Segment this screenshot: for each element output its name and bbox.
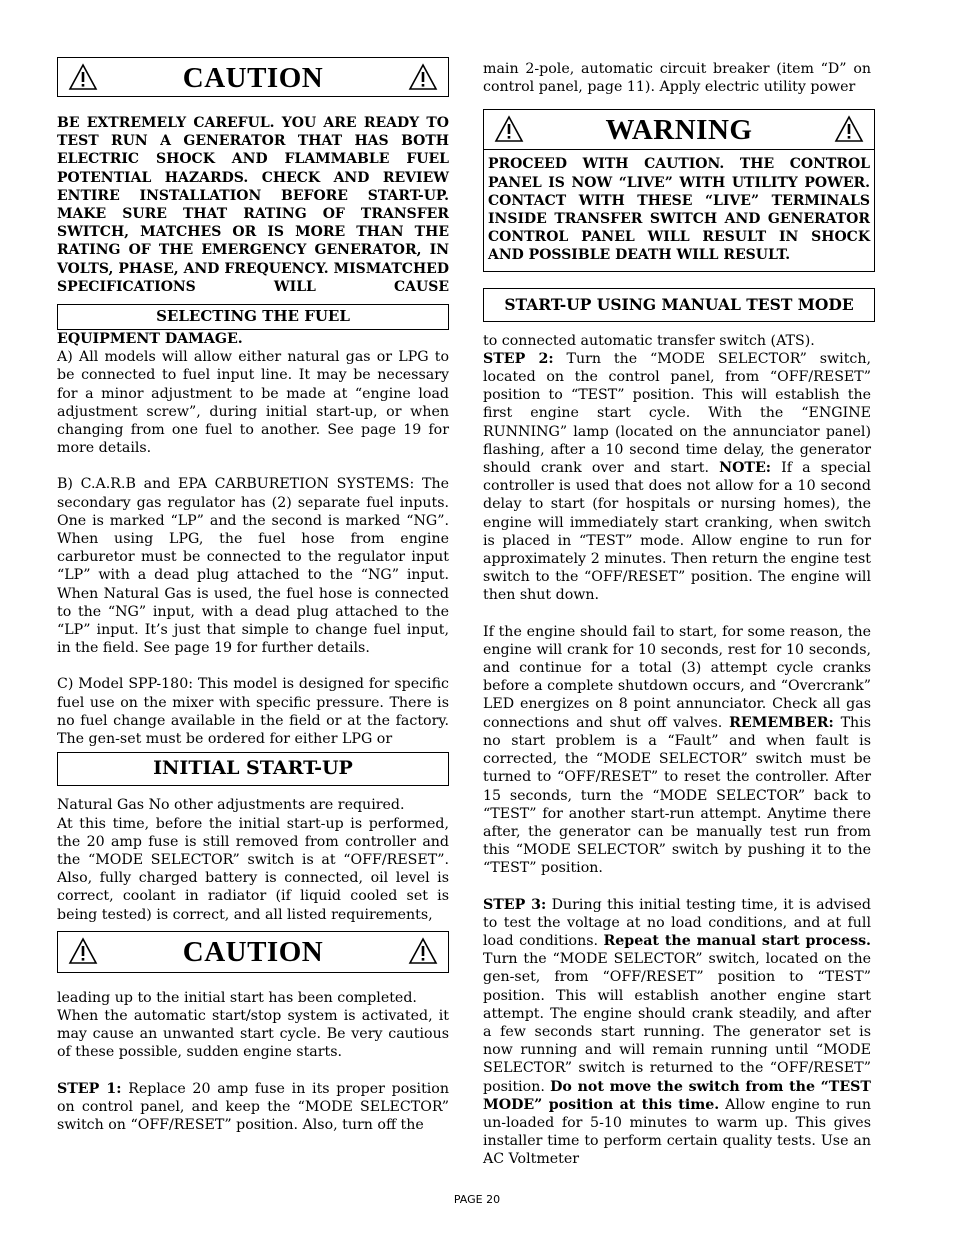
step3-label: STEP 3: [483, 896, 547, 913]
caution-title: CAUTION [182, 935, 324, 968]
donot-bold: Do not move the switch from the “TEST MODE” position at this time. [483, 1078, 871, 1113]
paragraph-step1 [57, 1080, 449, 1135]
page-number: PAGE 20 [453, 1193, 501, 1206]
caution-box-1 [57, 57, 449, 97]
step2-text-b: If a special controller is used that does not allow for a 10 second delay to start (for hospitals or nursing homes), the engine will immediately start cranking, when switch is placed in “TEST” mode. Allow engine to run for approximately 2 minutes. Then return the engine test switch to the “OFF/RESET” position. The engine will then shut down. [483, 460, 871, 604]
repeat-bold: Repeat the manual start process. [603, 932, 871, 949]
caution-body: BE EXTREMELY CAREFUL. YOU ARE READY TO TEST RUN A GENERATOR THAT HAS BOTH ELECTRIC SHOCK AND FLAMMABLE FUEL POTENTIAL HAZARDS. CHECK AND REVIEW ENTIRE INSTALLATION BEFORE START-UP. MAKE SURE THAT RATING OF TRANSFER SWITCH, MATCHES OR IS MORE THAN THE RATING OF THE EMERGENCY GENERATOR, IN VOLTS, PHASE, AND FREQUENCY. MISMATCHED SPECIFICATIONS WILL CAUSE [57, 115, 449, 295]
warning-header [484, 110, 874, 150]
warning-box [483, 109, 875, 271]
warning-triangle-icon [834, 115, 864, 143]
step2-text-a: Turn the “MODE SELECTOR” switch, located on the control panel, from “OFF/RESET” position to “TEST” position. This will establish the first engine start cycle. With the “ENGINE RUNNING” lamp (located on the annunciator panel) flashing, after a 10 second time delay, the generator should crank over and start. [483, 350, 871, 477]
step3-text-c: Allow engine to run un-loaded for 5-10 minutes to warm up. This gives installer time to perform certain quality tests. Use an AC Voltmeter [483, 1096, 871, 1168]
step2-label: STEP 2: [483, 350, 554, 367]
step3-text-b: Turn the “MODE SELECTOR” switch, located on the gen-set, from “OFF/RESET” position to “TEST” position. This will establish another engine start attempt. The engine should crank steadily, and after a few seconds start running. The generator set is now running and will remain running until “MODE SELECTOR” switch is returned to the “OFF/RESET” position. [483, 951, 871, 1095]
section-heading-initial-startup: INITIAL START-UP [57, 752, 449, 786]
paragraph-leading: leading up to the initial start has been completed. [57, 989, 417, 1006]
paragraph-step3 [483, 896, 871, 1169]
caution-title: CAUTION [182, 62, 324, 94]
step1-text: Replace 20 amp fuse in its proper position on control panel, and keep the “MODE SELECTOR” switch on “OFF/RESET” position. Also, turn off the [57, 1080, 449, 1133]
paragraph-step2 [483, 350, 871, 605]
note-label: NOTE: [719, 460, 772, 477]
paragraph-b: B) C.A.R.B and EPA CARBURETION SYSTEMS: The secondary gas regulator has (2) separate fuel inputs. One is marked “LP” and the second is marked “NG”. When using LPG, the fuel hose from engine carburetor must be connected to the regulator input “LP” with a dead plug attached to the “NG” input. When Natural Gas is used, the fuel hose is connected to the “NG” input, with a dead plug attached to the “LP” input. It’s just that simple to change fuel input, in the field. See page 19 for further details. [57, 476, 449, 657]
warning-triangle-icon [408, 937, 438, 965]
paragraph-main-breaker: main 2-pole, automatic circuit breaker (item “D” on control panel, page 11). Apply electric utility power [483, 61, 871, 96]
right-column [483, 60, 871, 1169]
fail-text-b: This no start problem is a “Fault” and when fault is corrected, the “MODE SELECTOR” switch must be turned to “OFF/RESET” to reset the controller. After 15 seconds, turn the “MODE SELECTOR” back to “TEST” for another start-run attempt. Anytime there after, the generator can be manually test run from this “MODE SELECTOR” switch by pushing it to the “TEST” position. [483, 714, 871, 877]
left-column [57, 57, 449, 1134]
caution-box-2 [57, 931, 449, 973]
paragraph-fail [483, 623, 871, 878]
section-heading-manual-test: START-UP USING MANUAL TEST MODE [483, 288, 875, 322]
step1-label: STEP 1: [57, 1080, 122, 1097]
paragraph-when: When the automatic start/stop system is activated, it may cause an unwanted start cycle. Be very cautious of these possible, sudden engine starts. [57, 1007, 449, 1061]
fail-text-a: If the engine should fail to start, for some reason, the engine will crank for 10 seconds, rest for 10 seconds, and continue for a total (3) attempt cycle cranks before a complete shutdown occurs, and “Overcrank” LED energizes on 8 point annunciator. Check all gas connections and shut off valves. [483, 623, 871, 731]
paragraph-initial: At this time, before the initial start-up is performed, the 20 amp fuse is still removed from controller and the “MODE SELECTOR” switch is at “OFF/RESET”. Also, fully charged battery is connected, oil level is correct, coolant in radiator (if liquid cooled set is being tested) is correct, and all listed requirements, [57, 815, 449, 923]
natural-gas-line: Natural Gas No other adjustments are required. [57, 797, 405, 814]
step3-text-a: During this initial testing time, it is advised to test the voltage at no load conditions, and at full load conditions. [483, 896, 871, 949]
warning-body: PROCEED WITH CAUTION. THE CONTROL PANEL IS NOW “LIVE” WITH UTILITY POWER. CONTACT WITH THESE “LIVE” TERMINALS INSIDE TRANSFER SWITCH AND GENERATOR CONTROL PANEL WILL RESULT IN SHOCK AND POSSIBLE DEATH WILL RESULT. [488, 156, 870, 264]
section-heading-fuel: SELECTING THE FUEL [57, 304, 449, 330]
warning-title: WARNING [605, 114, 753, 147]
warning-triangle-icon [408, 63, 438, 91]
paragraph-a: A) All models will allow either natural gas or LPG to be connected to fuel input line. It may be necessary for a minor adjustment to be made at “engine load adjustment screw”, during initial start-up, or when changing from one fuel to another. See page 19 for more details. [57, 349, 449, 457]
remember-label: REMEMBER: [729, 714, 834, 731]
paragraph-ats: to connected automatic transfer switch (ATS). [483, 332, 815, 349]
paragraph-c: C) Model SPP-180: This model is designed for specific fuel use on the mixer with specific pressure. There is no fuel change available in the field or at the factory. The gen-set must be ordered for either LPG or [57, 676, 449, 748]
equipment-damage-text: EQUIPMENT DAMAGE. [57, 331, 243, 348]
